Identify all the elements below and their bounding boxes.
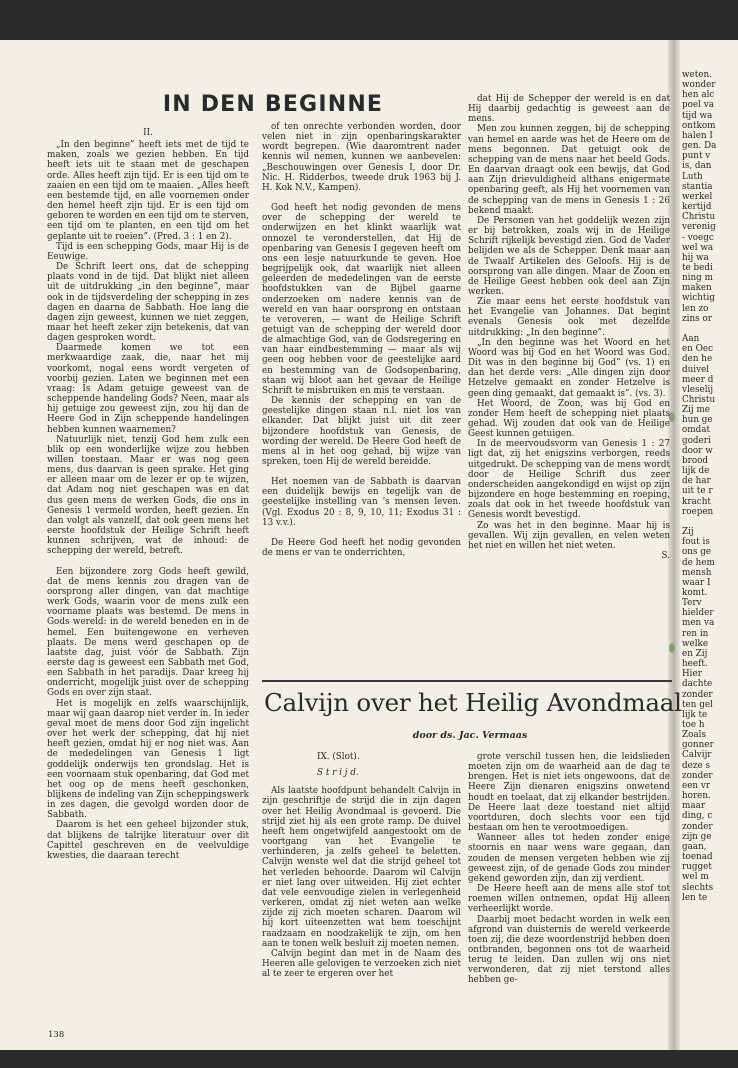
edge-line: en Zij [682,648,708,659]
edge-line: poel va [682,100,714,111]
paragraph: Zo was het in den beginne. Maar hij is gevallen. Wij zijn gevallen, en velen weten het niet en willen het niet weten. [468,520,670,551]
article2-column-2 [468,752,670,986]
edge-line: vleselij [682,384,714,395]
edge-line: slechts [682,882,714,893]
edge-line: zins or [682,313,712,324]
edge-line: kracht [682,496,711,507]
edge-line: duivel [682,364,710,375]
edge-line: meer d [682,374,714,385]
article1-column-2 [262,122,461,558]
next-page-edge-text [682,70,738,903]
edge-line: gaan, [682,841,707,852]
edge-line: wonder [682,80,716,91]
article1-column-1 [47,128,249,861]
edge-line: wichtig [682,293,715,304]
edge-line: stantia [682,181,713,192]
edge-line: dachte [682,679,713,690]
binding-mark [669,643,675,653]
edge-line: fout is [682,537,710,548]
edge-line: ons ge [682,547,712,558]
edge-line: en Oec [682,344,714,355]
edge-line: punt v [682,151,711,162]
edge-line: toe h [682,720,705,730]
edge-line: verenig [682,222,716,233]
page-number: 138 [48,1030,65,1040]
paragraph: Het is mogelijk en zelfs waarschijnlijk, maar wij gaan daarop niet verder in. In ieder geval moet de mens door God zijn ingelicht over het werk der schepping, dat hij niet heeft gezien, omdat hij er nog niet was. Aan de mededelingen van Genesis 1 ligt goddelijk onderwijs ten grondslag. Het is een voornaam stuk openbaring, dat God met het oog op de mens heeft geschonken, blijkens de indeling van Zijn scheppingswerk in zes dagen, die gevolgd worden door de Sabbath. [47,698,249,821]
edge-line: Christu [682,395,716,405]
section-divider [262,680,672,682]
edge-line: hielder [682,608,714,619]
edge-line: ten gel [682,699,713,710]
edge-line: gen. Da [682,141,717,152]
edge-line: gonner [682,740,714,751]
edge-line: de har [682,476,711,487]
edge-line: zonder [682,689,713,700]
edge-line: Calvijr [682,750,712,761]
article1-column-3 [468,94,670,561]
article-author: door ds. Jac. Vermaas [412,730,528,741]
edge-line: ren in [682,628,709,639]
edge-line: ning m [682,273,713,284]
edge-line: - voegc [682,232,714,243]
edge-line: len zo [682,303,709,314]
edge-line: zijn ge [682,831,712,842]
edge-line: lijk de [682,466,710,477]
edge-line: kertijd [682,202,712,213]
edge-line: maar [682,801,706,812]
edge-line: tijd wa [682,110,713,121]
edge-line: Zij [682,527,694,538]
edge-line: Luth [682,171,703,182]
paragraph: Daarbij moet bedacht worden in welk een afgrond van duisternis de wereld verkeerde toen zij, die deze woordenstrijd hebben doen ontbranden, begonnen ons tot de waarheid terug te leiden. Dan zullen wij ons niet verwonderen, dat zij niet terstond alles hebben ge- [468,914,670,986]
edge-line: wel m [682,872,709,883]
paragraph: Daarmede komen we tot een merkwaardige zaak, die, naar het mij voorkomt, nogal eens wordt vergeten of voorbij gezien. Laten we beginnen met een vraag: Is Adam getuige geweest van de scheppende handeling Gods? Neen, maar als hij getuige zou geweest zijn, zou hij dan de Heere God in Zijn scheppende handelingen hebben kunnen waarnemen? [47,343,249,435]
edge-line: rugget [682,862,712,873]
paragraph: De Heere God heeft het nodig gevonden de mens er van te onderrichten, [262,537,461,559]
paragraph: Een bijzondere zorg Gods heeft gewild, dat de mens kennis zou dragen van de oorsprong aller dingen, van dat machtige werk Gods, waarin voor de mens zulk een voorname plaats was bestemd. De mens in Gods wereld: in de wereld beneden en in de hemel. Een buitengewone en verheven plaats. De mens werd geschapen op de laatste dag, juist vóór de Sabbath. Zijn eerste dag is geweest een Sabbath met God, een Sabbath in het paradijs. Daar kreeg hij onderricht, mogelijk juist over de schepping Gods en over zijn staat. [47,566,249,699]
edge-line: uit te r [682,486,713,497]
edge-line: deze s [682,760,710,771]
paragraph: De kennis der schepping en van de geestelijke dingen staan n.l. niet los van elkander. Dat blijkt juist uit dit zeer bijzondere hoofdstuk van Genesis, de wording der wereld. De Heere God heeft de mens al in het oog gehad, bij wijze van spreken, toen Hij de wereld bereidde. [262,396,461,467]
edge-line: Terv [682,598,702,609]
paragraph: Als laatste hoofdpunt behandelt Calvijn in zijn geschriftje de strijd die in zijn dagen over het Heilig Avondmaal is gevoerd. Die strijd ziet hij als een grote ramp. De duivel heeft hem ongetwijfeld aangestookt om de voortgang van het Evangelie te verhinderen, ja zelfs geheel te beletten. Calvijn wenste wel dat die strijd geheel tot het verleden behoorde. Daarom wil Calvijn er niet lang over uitweiden. Hij ziet echter dat vele eenvoudige zielen in verlegenheid verkeren, omdat zij niet weten aan welke zijde zij zich moeten scharen. Daarom wil hij kort uiteenzetten wat hem toeschijnt raadzaam en noodzakelijk te zijn, om hen aan te tonen welk besluit zij moeten nemen. [262,786,461,949]
edge-line: de hem [682,557,715,568]
article2-column-1 [262,752,461,979]
edge-line: weten. [682,70,712,80]
edge-line: Zij me [682,405,710,416]
paragraph: Natuurlijk niet, tenzij God hem zulk een blik op een wonderlijke wijze zou hebben willen toestaan. Maar er was nog geen mens, dus daarvan is geen sprake. Het ging er alleen maar om de lezer er op te wijzen, dat Adam nog niet geschapen was en dat dus geen mens de werken Gods, die ons in Genesis 1 vermeld worden, heeft gezien. En dan volgt als vanzelf, dat ook geen mens het eerste hoofdstuk der Heilige Schrift heeft kunnen schrijven, wat de inhoud: de schepping der wereld, betreft. [47,434,249,557]
edge-line: komt. [682,587,708,598]
edge-line: hun ge [682,415,713,426]
edge-line: werkel [682,191,713,202]
edge-line: zonder [682,770,713,781]
article-title-calvijn: Calvijn over het Heilig Avondmaal [264,688,682,717]
edge-line: zonder [682,821,713,832]
edge-line: len te [682,892,708,903]
edge-line: goderi [682,435,711,446]
paragraph: De Schrift leert ons, dat de schepping plaats vond in de tijd. Dat blijkt niet alleen uit de uitdrukking „in den beginne”, maar ook in de tijdsverdeling der schepping in zes dagen en daarna de Sabbath. Hoe lang die dagen zijn geweest, kunnen we niet zeggen, maar het heeft zeker zijn betekenis, dat van dagen gesproken wordt. [47,262,249,344]
article-title-in-den-beginne: IN DEN BEGINNE [162,92,384,117]
edge-line: roepen [682,506,714,517]
paragraph: God heeft het nodig gevonden de mens over de schepping der wereld te onderwijzen en het klinkt waarlijk wat onnozel te veronderstellen, dat Hij de openbaring van Genesis I gegeven heeft om ons een lesje natuurkunde te geven. Hoe begrijpelijk ook, dat waarlijk niet alleen geleerden de mededelingen van de eerste hoofdstukken van de Bijbel gaarne onderzoeken om nadere kennis van de wereld en van haar oorsprong en ontstaan te veroveren, — want de Heilige Schrift getuigt van de schepping der wereld door de almachtige God, van de Godsregering en van haar eindbestemming — maar als wij geen oog hebben voor de geestelijke aard en bestemming van de Godsopenbaring, staan wij bloot aan het gevaar de Heilige Schrift te misbruiken en mis te verstaan. [262,203,461,396]
paragraph: Calvijn begint dan met in de Naam des Heeren alle gelovigen te verzoeken zich niet al te zeer te ergeren over het [262,948,461,980]
paragraph: De Personen van het goddelijk wezen zijn er bij betrokken, zoals wij in de Heilige Schrift rijkelijk bevestigd zien. God de Vader belijden we als de Schepper. Denk maar aan de Twaalf Artikelen des Geloofs. Hij is de oorsprong van alle dingen. Maar de Zoon en de Heilige Geest hebben ook deel aan Zijn werken. [468,215,670,297]
edge-line: Hier [682,669,702,680]
paragraph: Men zou kunnen zeggen, bij de schepping van hemel en aarde was het de Heere om de mens begonnen. Dat getuigt ook de schepping van de mens naar het beeld Gods. En daarvan draagt ook een bewijs, dat God aan Zijn drievuldigheid althans enigermate openbaring geeft, als Hij het voornemen van de schepping van de mens in Genesis 1 : 26 bekend maakt. [468,124,670,216]
paragraph: of ten onrechte verbonden worden, door velen niet in zijn openbaringskarakter wordt begrepen. (Wie daaromtrent nader kennis wil nemen, kunnen we aanbevelen: „Beschouwingen over Genesis I, door Dr. Nic. H. Ridderbos, tweede druk 1963 bij J. H. Kok N.V., Kampen). [262,122,461,193]
paragraph: Het Woord, de Zoon, was bij God en zonder Hem heeft de schepping niet plaats gehad. Wij zouden dat ook van de Heilige Geest kunnen getuigen. [468,398,670,440]
edge-line: Zoals [682,730,706,741]
edge-line: is, dan [682,161,712,172]
edge-line: ontkom [682,120,716,131]
edge-line: wel wa [682,242,714,253]
edge-line: toenad [682,852,713,863]
edge-line: door w [682,445,713,456]
paragraph: grote verschil tussen hen, die leidslieden moeten zijn om de waarheid aan de dag te brengen. Het is niet iets ongewoons, dat de Heere Zijn dienaren enigszins onwetend houdt en toelaat, dat zij elkander bestrijden. De Heere laat deze toestand niet altijd voortduren, doch slechts voor een tijd bestaan om hen te verootmoedigen. [468,752,670,834]
author-signature: S. [661,551,670,562]
edge-line: men va [682,618,715,629]
magazine-page [0,40,738,1050]
edge-line: ding, c [682,811,713,822]
edge-line: Aan [682,334,700,345]
edge-line: hij wa [682,252,709,263]
paragraph: „In den beginne was het Woord en het Woord was bij God en het Woord was God. Dit was in den beginne bij God” (vs. 1) en dan het derde vers: „Alle dingen zijn door Hetzelve gemaakt en zonder Hetzelve is geen ding gemaakt, dat gemaakt is”. (vs. 3). [468,337,670,399]
edge-line: den he [682,354,713,365]
paragraph: Wanneer alles tot heden zonder enige stoornis en naar wens ware gegaan, dan zouden de mensen vergeten hebben wie zij geweest zijn, of de genade Gods zou minder gekend geworden zijn, dan zij verdient. [468,833,670,884]
edge-line: halen I [682,130,713,141]
edge-line: Christu [682,212,716,223]
edge-line: omdat [682,425,711,436]
edge-line: horen. [682,791,711,802]
paragraph: dat Hij de Schepper der wereld is en dat Hij daarbij gedachtig is geweest aan de mens. [468,94,670,125]
section-heading-part: IX. (Slot). [317,752,360,762]
paragraph: Het noemen van de Sabbath is daarvan een duidelijk bewijs en tegelijk van de geestelijke instelling van 's mensen leven. (Vgl. Exodus 20 : 8, 9, 10, 11; Exodus 31 : 13 v.v.). [262,477,461,528]
edge-line: mensh [682,567,712,578]
paragraph: II. [143,128,153,138]
edge-line: waar I [682,577,711,588]
edge-line: een vr [682,780,711,791]
edge-line [682,517,738,527]
paragraph: In de meervoudsvorm van Genesis 1 : 27 ligt dat, zij het enigszins verborgen, reeds uitgedrukt. De schepping van de mens wordt door de Heilige Schrift dus zeer onderscheiden aangekondigd en wijst op zijn bijzondere en hoge bestemming en roeping, zoals dat ook in het tweede hoofdstuk van Genesis wordt bevestigd. [468,439,670,521]
paragraph: „In den beginne” heeft iets met de tijd te maken, zoals we gezien hebben. En tijd heeft iets uit te staan met de geschapen orde. Alles heeft zijn tijd. Er is een tijd om te zaaien en een tijd om te maaien. „Alles heeft een bestemde tijd, en alle voornemen onder den hemel heeft zijn tijd. Er is een tijd om geboren te worden en een tijd om te sterven, een tijd om te planten, en een tijd om het geplante uit te roeien”. (Pred. 3 : 1 en 2). [47,140,249,242]
edge-line: maken [682,283,712,294]
paragraph: De Heere heeft aan de mens alle stof tot roemen willen ontnemen, opdat Hij alleen verheerlijkt worde. [468,884,670,915]
edge-line: te bedi [682,262,713,273]
section-heading-section: S t r i j d. [317,768,359,779]
edge-line [682,324,738,334]
paragraph: Daarom is het een geheel bijzonder stuk, dat blijkens de talrijke literatuur over dit Capittel geschreven en de veelvuldige kwesties, die daaraan terecht [47,820,249,861]
edge-line: heeft. [682,659,708,670]
paragraph: Zie maar eens het eerste hoofdstuk van het Evangelie van Johannes. Dat begint evenals Genesis ook met dezelfde uitdrukking: „In den beginne”. [468,297,670,338]
edge-line: lijk te [682,709,708,720]
edge-line: brood [682,455,709,466]
edge-line: hen alc [682,90,715,101]
paragraph: Tijd is een schepping Gods, maar Hij is de Eeuwige. [47,241,249,262]
edge-line: welke [682,638,709,649]
